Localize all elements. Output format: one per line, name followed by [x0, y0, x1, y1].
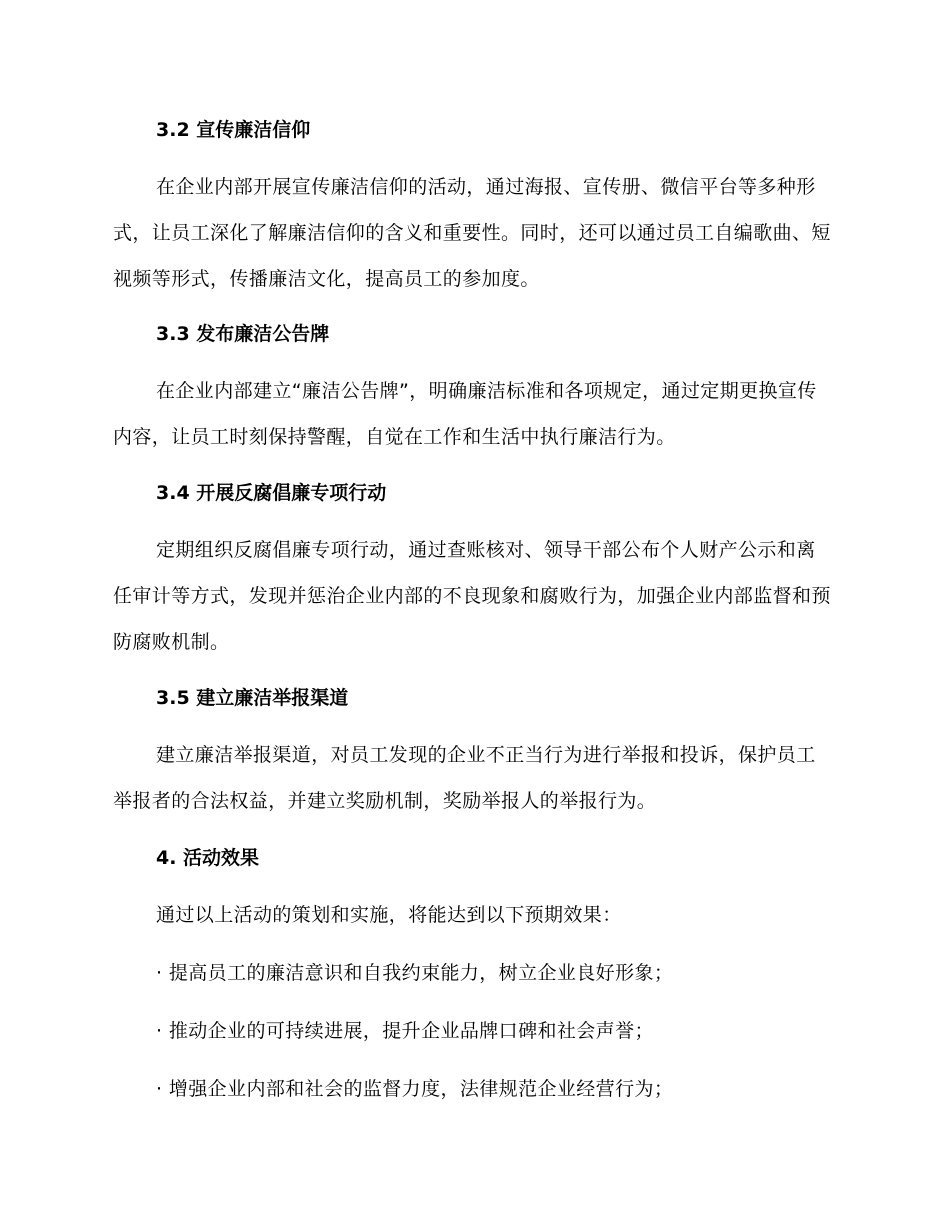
section-body-3-5: 建立廉洁举报渠道，对员工发现的企业不正当行为进行举报和投诉，保护员工举报者的合法权益，并建立奖励机制，奖励举报人的举报行为。 [113, 744, 816, 812]
section-body-3-4: 定期组织反腐倡廉专项行动，通过查账核对、领导干部公布个人财产公示和离任审计等方式，发现并惩治企业内部的不良现象和腐败行为，加强企业内部监督和预防腐败机制。 [113, 539, 831, 653]
effects-heading: 4. 活动效果 [156, 847, 260, 869]
effects-list-item: · 增强企业内部和社会的监督力度，法律规范企业经营行为； [156, 1078, 674, 1100]
section-heading-3-3: 3.3 发布廉洁公告牌 [156, 323, 330, 345]
section-heading-3-2: 3.2 宣传廉洁信仰 [156, 119, 311, 141]
section-body-3-2: 在企业内部开展宣传廉洁信仰的活动，通过海报、宣传册、微信平台等多种形式，让员工深化了解廉洁信仰的含义和重要性。同时，还可以通过员工自编歌曲、短视频等形式，传播廉洁文化，提高员工的参加度。 [113, 176, 831, 290]
section-body-3-3: 在企业内部建立“廉洁公告牌”，明确廉洁标准和各项规定，通过定期更换宣传内容，让员工时刻保持警醒，自觉在工作和生活中执行廉洁行为。 [113, 380, 817, 448]
effects-list-item: · 提高员工的廉洁意识和自我约束能力，树立企业良好形象； [156, 962, 674, 984]
section-heading-3-4: 3.4 开展反腐倡廉专项行动 [156, 482, 387, 504]
section-heading-3-5: 3.5 建立廉洁举报渠道 [156, 687, 349, 709]
effects-intro: 通过以上活动的策划和实施，将能达到以下预期效果： [156, 904, 622, 926]
effects-list-item: · 推动企业的可持续进展，提升企业品牌口碑和社会声誉； [156, 1020, 654, 1042]
